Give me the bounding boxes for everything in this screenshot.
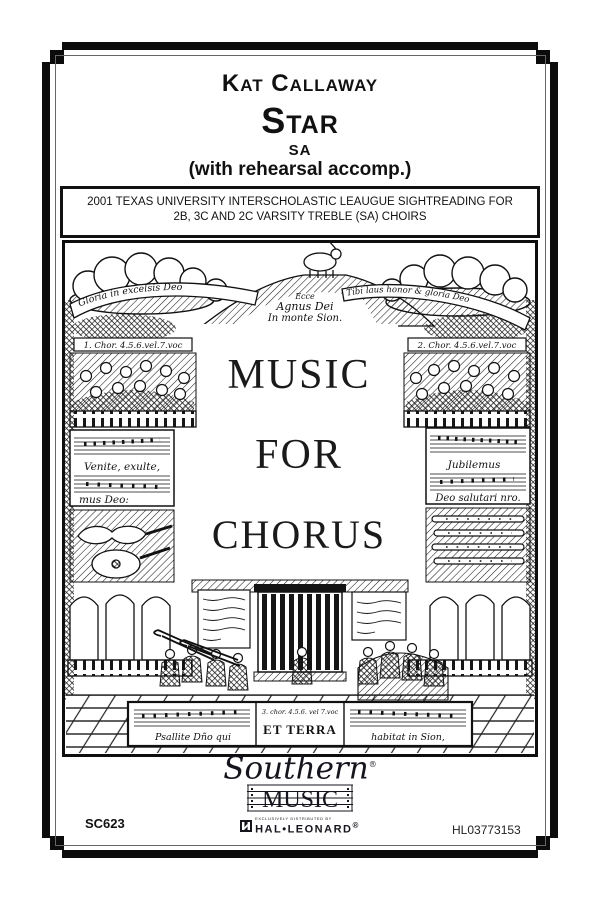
registered-mark: ® [352, 821, 360, 831]
frame-bottom [62, 850, 538, 858]
uil-notice-box [60, 186, 540, 238]
staff-panel-right [426, 428, 530, 504]
staff-panel-left [70, 430, 174, 506]
southern-script-logo: Southern® [223, 750, 377, 787]
hl-number: HL03773153 [452, 823, 521, 837]
svg-text:Jubilemus: Jubilemus [447, 459, 501, 471]
frame-left [42, 62, 50, 838]
svg-text:Deo salutari nro.: Deo salutari nro. [435, 493, 521, 504]
music-for-chorus-panel [200, 324, 398, 572]
hal-leonard-wordmark: HAL•LEONARD® [255, 821, 360, 836]
panel-line-music: MUSIC [227, 352, 371, 398]
catalog-number: SC623 [85, 816, 125, 831]
music-wordmark: MUSIC [261, 787, 339, 813]
uil-notice-line1: 2001 TEXAS UNIVERSITY INTERSCHOLASTIC LEAUGUE SIGHTREADING FOR [87, 196, 513, 208]
choir-label-right [408, 338, 526, 351]
instruments-right [426, 508, 530, 582]
instruments-left [70, 510, 174, 582]
svg-text:Ecce: Ecce [295, 292, 315, 301]
publisher-block [150, 750, 450, 836]
svg-text:1. Chor. 4.5.6.vel.7.voc: 1. Chor. 4.5.6.vel.7.voc [83, 341, 183, 351]
choir-label-left [74, 338, 192, 351]
svg-text:ET TERRA: ET TERRA [263, 722, 337, 737]
tablet-right [352, 592, 406, 640]
svg-text:2. Chor. 4.5.6.vel.7.voc: 2. Chor. 4.5.6.vel.7.voc [417, 341, 517, 351]
svg-text:3. chor. 4.5.6. vel 7.voc: 3. chor. 4.5.6. vel 7.voc [261, 708, 339, 716]
svg-text:Gloria in excelsis Deo: Gloria in excelsis Deo [76, 282, 183, 310]
svg-text:In monte Sion.: In monte Sion. [267, 313, 343, 324]
southern-music-logo [247, 784, 353, 812]
frame-top [62, 42, 538, 50]
tablet-left [198, 590, 250, 648]
panel-line-for: FOR [255, 432, 343, 478]
svg-text:habitat in Sion,: habitat in Sion, [371, 732, 445, 743]
hal-leonard-row [150, 816, 450, 836]
choir-balcony-right [404, 353, 530, 427]
svg-text:Venite, exulte,: Venite, exulte, [83, 461, 161, 473]
choir-balcony-left [70, 353, 196, 427]
uil-notice-line2: 2B, 3C AND 2C VARSITY TREBLE (SA) CHOIRS [173, 211, 427, 223]
frame-right [550, 62, 558, 838]
svg-text:Psallite Dño qui: Psallite Dño qui [155, 732, 231, 743]
bottom-strip [128, 702, 472, 746]
svg-text:Agnus Dei: Agnus Dei [276, 300, 334, 313]
hal-leonard-icon [240, 820, 252, 832]
registered-mark: ® [368, 760, 377, 769]
svg-text:mus Deo:: mus Deo: [79, 494, 129, 506]
voicing-label: SA [288, 142, 312, 159]
piece-title: Star [261, 100, 339, 141]
accompaniment-subtitle: (with rehearsal accomp.) [188, 159, 412, 180]
distributed-by-text: EXCLUSIVELY DISTRIBUTED BY [255, 816, 332, 822]
composer-name: Kat Callaway [221, 70, 379, 97]
woodcut-engraving [62, 240, 538, 757]
svg-text:Tibi laus honor & gloria Deo: Tibi laus honor & gloria Deo [345, 285, 471, 306]
panel-line-chorus: CHORUS [211, 512, 387, 557]
